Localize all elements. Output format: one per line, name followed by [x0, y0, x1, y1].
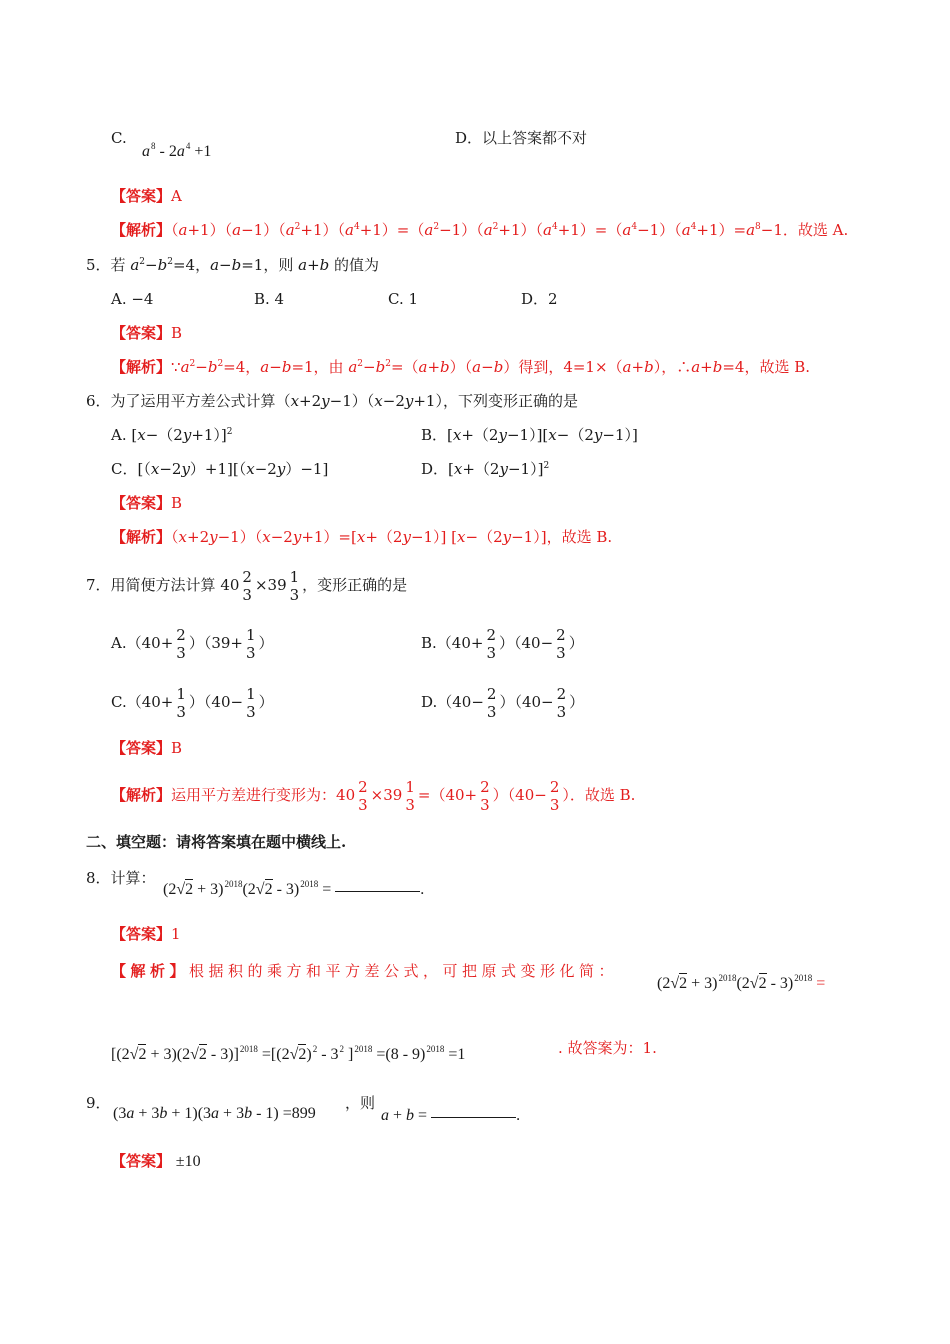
q7-stem: 7．用简便方法计算 40 2 3 ×39 1 3 ，变形正确的是 [86, 567, 408, 604]
q5-answer: 【答案】B [111, 324, 183, 342]
q8-expression: $(2√2 + 3)^{2018}(2√2 - 3)^{2018}$ = . [163, 879, 425, 898]
q7-option-d: D.（40− 2 3 ）（40− 2 3 ） [421, 684, 585, 721]
q7-option-c: C.（40+ 1 3 ）（40− 1 3 ） [111, 684, 274, 721]
q8-stem: 8．计算： [86, 869, 156, 887]
q7-option-b: B.（40+ 2 3 ）（40− 2 3 ） [421, 625, 584, 662]
q8-explanation-text: 【解析】根据积的乘方和平方差公式，可把原式变形化简： [111, 962, 619, 980]
q8-explanation-conclusion: . 故答案为：1. [558, 1039, 657, 1057]
q6-option-d: D．$[x+(2y-1)]^2$ [421, 460, 550, 478]
q6-answer: 【答案】B [111, 494, 183, 512]
q7-answer: 【答案】B [111, 739, 183, 757]
q4-option-c-label: C. [111, 129, 127, 147]
section-2-title: 二、填空题：请将答案填在题中横线上. [86, 833, 347, 851]
q5-stem: 5．若 $a^2-b^2=4$，a−b=1，则 a+b 的值为 [86, 256, 380, 274]
q8-answer-blank[interactable] [335, 890, 420, 892]
q4-answer: 【答案】A [111, 187, 182, 205]
q5-option-d: D．2 [521, 290, 558, 308]
q5-explanation: 【解析】$\because a^2-b^2=4$，a−b=1，由 $a^2-b^2=(a+b)(a-b)$得到，4=1×（a+b），∴a+b=4，故选 B. [111, 358, 811, 376]
q5-option-a: A. −4 [111, 290, 154, 308]
q7-explanation: 【解析】运用平方差进行变形为：40 2 3 ×39 1 3 =（40+ 2 3 ）（40− 2 3 ）．故选 B. [111, 777, 636, 814]
q5-option-c: C. 1 [388, 290, 419, 308]
q9-answer: 【答案】 ±10 [111, 1152, 201, 1170]
q5-option-b: B. 4 [254, 290, 285, 308]
q6-option-b: B．[x+（2y−1）][x−（2y−1）] [421, 426, 638, 444]
q4-option-d: D．以上答案都不对 [455, 129, 588, 147]
q9-then: ，则 [345, 1094, 376, 1112]
q8-explanation-expr-1: $(2√2 + 3)^{2018}(2√2 - 3)^{2018}$ = [657, 973, 826, 992]
q8-answer: 【答案】1 [111, 925, 181, 943]
q4-explanation: 【解析】$(a+1)(a-1)(a^2+1)(a^4+1)=(a^2-1)(a^2+1)(a^4+1)=(a^4-1)(a^4+1)=a^8-1$．故选 A. [111, 221, 849, 239]
q6-stem: 6．为了运用平方差公式计算（x+2y−1）（x−2y+1），下列变形正确的是 [86, 392, 578, 410]
q9-target: a + b = . [381, 1107, 521, 1124]
q8-explanation-expr-2: $[(2√2 + 3)(2√2 - 3)]^{2018} =[(2√2)^2 - 3^2$ ]$^{2018}$ =(8 - 9)$^{2018}$ =1 [111, 1044, 466, 1063]
q4-option-c-expr: $a^8 - 2a^4 +1$ [142, 141, 212, 160]
q6-option-c: C．[（x−2y）+1][（x−2y）−1] [111, 460, 329, 478]
q9-answer-blank[interactable] [431, 1116, 516, 1118]
q9-num: 9． [86, 1094, 111, 1112]
q7-option-a: A.（40+ 2 3 ）（39+ 1 3 ） [111, 625, 274, 662]
q9-equation: (3a + 3b + 1)(3a + 3b - 1) =899 [113, 1105, 316, 1122]
q6-option-a: A. $[x-(2y+1)]^2$ [111, 426, 233, 444]
q6-explanation: 【解析】（x+2y−1）（x−2y+1）=[x+（2y−1）] [x−（2y−1）]，故选 B. [111, 528, 613, 546]
